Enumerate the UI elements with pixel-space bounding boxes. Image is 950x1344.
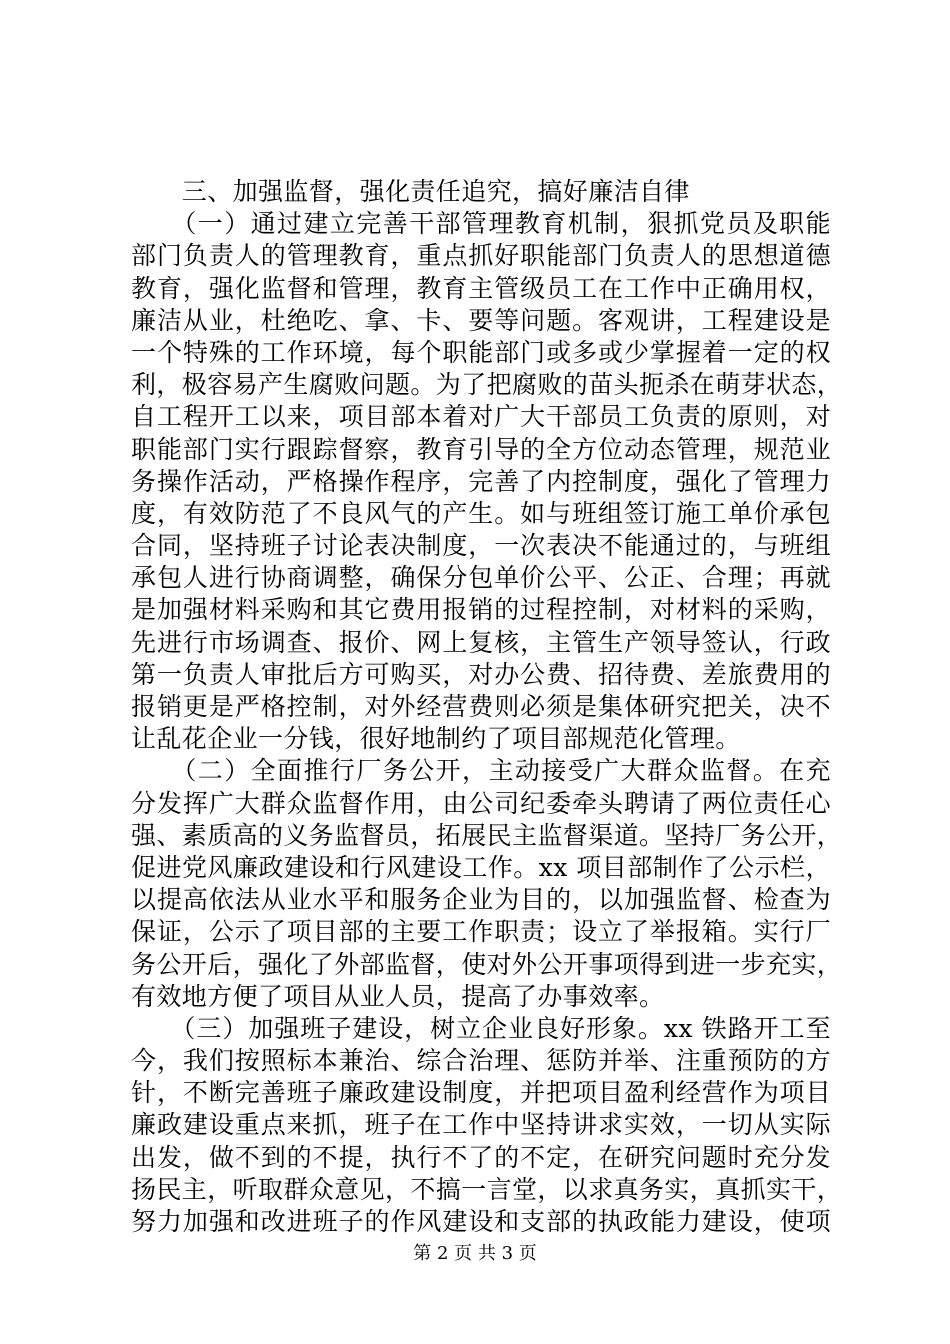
text-line: 努力加强和改进班子的作风建设和支部的执政能力建设，使项: [131, 1207, 831, 1236]
text-line: 合同，坚持班子讨论表决制度，一次表决不能通过的，与班组: [131, 531, 831, 561]
text-line: 务公开后，强化了外部监督，使对外公开事项得到进一步充实，: [131, 949, 843, 979]
text-line: 强、素质高的义务监督员，拓展民主监督渠道。坚持厂务公开，: [131, 820, 843, 850]
page-footer: 第 2 页 共 3 页: [413, 1243, 537, 1264]
text-line: 让乱花企业一分钱，很好地制约了项目部规范化管理。: [131, 724, 741, 754]
text-line: 廉政建设重点来抓，班子在工作中坚持讲求实效，一切从实际: [131, 1110, 831, 1140]
text-line: 利，极容易产生腐败问题。为了把腐败的苗头扼杀在萌芽状态，: [131, 370, 843, 400]
text-line: 职能部门实行跟踪督察，教育引导的全方位动态管理，规范业: [131, 434, 831, 464]
text-line: 促进党风廉政建设和行风建设工作。xx 项目部制作了公示栏，: [131, 852, 831, 882]
text-line: 报销更是严格控制，对外经营费则必须是集体研究把关，决不: [131, 692, 831, 721]
text-line: 承包人进行协商调整，确保分包单价公平、公正、合理；再就: [131, 563, 831, 593]
text-line: 先进行市场调查、报价、网上复核，主管生产领导签认，行政: [131, 627, 831, 657]
document-body: [131, 176, 843, 1238]
text-line: 分发挥广大群众监督作用，由公司纪委牵头聘请了两位责任心: [131, 788, 831, 818]
text-line: （三）加强班子建设，树立企业良好形象。xx 铁路开工至: [131, 1013, 831, 1043]
text-line: 廉洁从业，杜绝吃、拿、卡、要等问题。客观讲，工程建设是: [131, 305, 831, 335]
text-line: 一个特殊的工作环境，每个职能部门或多或少掌握着一定的权: [131, 337, 831, 367]
text-line: 务操作活动，严格操作程序，完善了内控制度，强化了管理力: [131, 466, 831, 496]
text-line: 第一负责人审批后方可购买，对办公费、招待费、差旅费用的: [131, 659, 831, 689]
text-line: 以提高依法从业水平和服务企业为目的，以加强监督、检查为: [131, 885, 831, 915]
text-line: 部门负责人的管理教育，重点抓好职能部门负责人的思想道德: [131, 241, 831, 271]
text-line: 扬民主，听取群众意见，不搞一言堂，以求真务实，真抓实干，: [131, 1174, 843, 1204]
text-line: 教育，强化监督和管理，教育主管级员工在工作中正确用权，: [131, 273, 831, 303]
text-line: 今，我们按照标本兼治、综合治理、惩防并举、注重预防的方: [131, 1046, 831, 1076]
text-line: 针，不断完善班子廉政建设制度，并把项目盈利经营作为项目: [131, 1078, 831, 1108]
text-line: 度，有效防范了不良风气的产生。如与班组签订施工单价承包: [131, 498, 831, 528]
text-line: 有效地方便了项目从业人员，提高了办事效率。: [131, 981, 665, 1011]
text-line: （二）全面推行厂务公开，主动接受广大群众监督。在充: [131, 756, 831, 786]
section-heading: 三、加强监督，强化责任追究，搞好廉洁自律: [131, 177, 690, 206]
text-line: 保证，公示了项目部的主要工作职责；设立了举报箱。实行厂: [131, 917, 831, 947]
text-line: 自工程开工以来，项目部本着对广大干部员工负责的原则，对: [131, 402, 831, 432]
text-line: （一）通过建立完善干部管理教育机制，狠抓党员及职能: [131, 209, 831, 239]
text-line: 是加强材料采购和其它费用报销的过程控制，对材料的采购，: [131, 595, 831, 625]
text-line: 出发，做不到的不提，执行不了的不定，在研究问题时充分发: [131, 1142, 831, 1172]
